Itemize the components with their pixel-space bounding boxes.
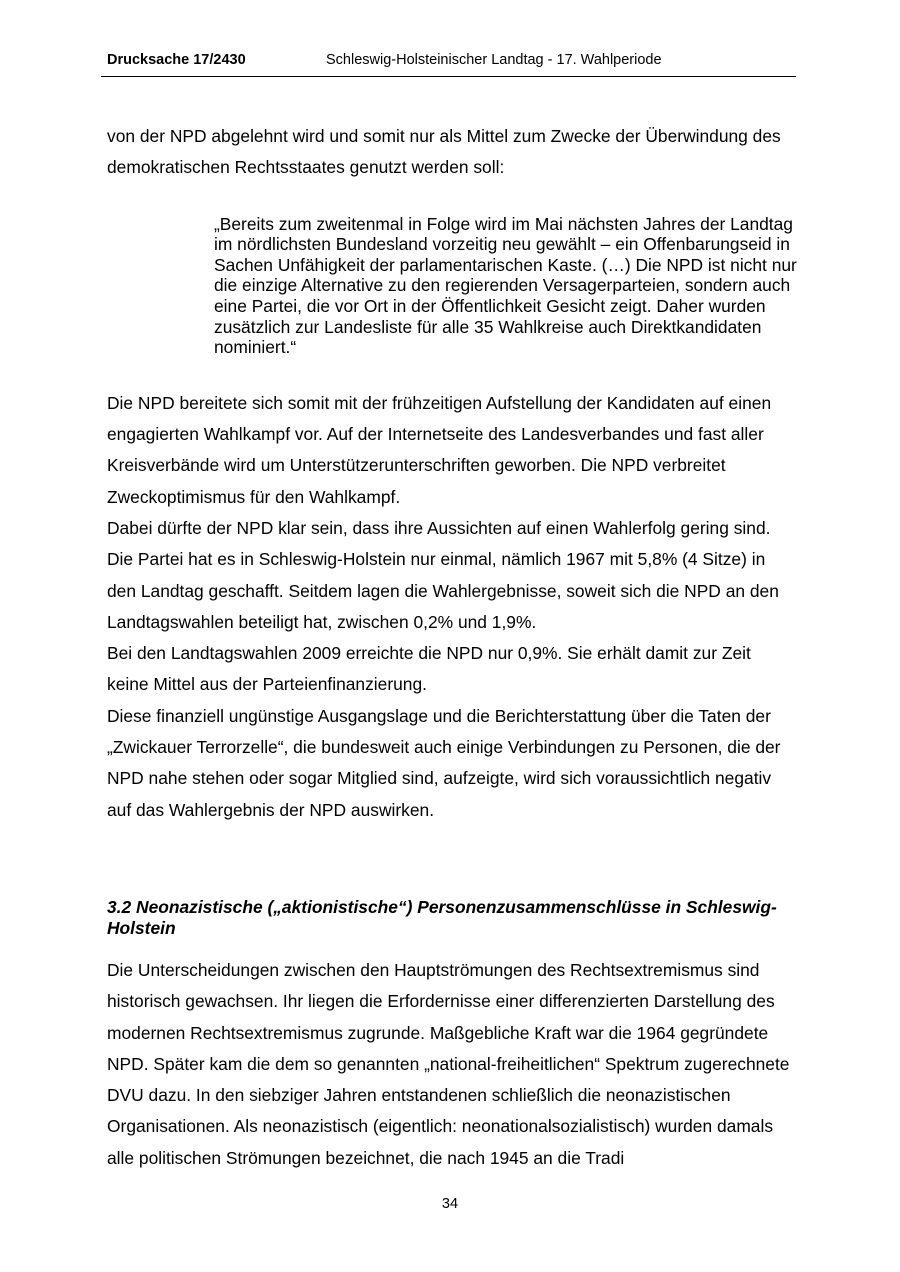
parliament-title: Schleswig-Holsteinischer Landtag - 17. Wahlperiode (326, 52, 662, 68)
intro-paragraph: von der NPD abgelehnt wird und somit nur als Mittel zum Zwecke der Überwindung des demokratischen Rechtsstaates genutzt werden soll: (107, 126, 781, 178)
page-number: 34 (441, 1196, 459, 1212)
body-paragraph: Die NPD bereitete sich somit mit der frühzeitigen Aufstellung der Kandidaten auf einen engagierten Wahlkampf vor. Auf der Internetseite des Landesverbandes und fast aller Kreisverbände wird um Unterstützerunterschriften geworben. Die NPD verbreitet Zweckoptimismus für den Wahlkampf. (107, 392, 772, 507)
document-number: Drucksache 17/2430 (107, 52, 246, 68)
body-paragraph: Bei den Landtagswahlen 2009 erreichte die NPD nur 0,9%. Sie erhält damit zur Zeit keine Mittel aus der Parteienfinanzierung. (107, 643, 751, 695)
page-header (101, 52, 796, 77)
block-quote: „Bereits zum zweitenmal in Folge wird im Mai nächsten Jahres der Landtag im nördlichsten Bundesland vorzeitig neu gewählt – ein Offenbarungseid in Sachen Unfähigkeit der parlamentarischen Kaste. (…) Die NPD ist nicht nur die einzige Alternative zu den regierenden Versagerparteien, sondern auch eine Partei, die vor Ort in der Öffentlichkeit Gesicht zeigt. Daher wurden zusätzlich zur Landesliste für alle 35 Wahlkreise auch Direktkandidaten nominiert.“ (214, 213, 797, 358)
section-heading: 3.2 Neonazistische („aktionistische“) Personenzusammenschlüsse in Schleswig-Holstein (107, 896, 777, 938)
section-paragraph: Die Unterscheidungen zwischen den Hauptströmungen des Rechtsextremismus sind historisch gewachsen. Ihr liegen die Erfordernisse einer differenzierten Darstellung des modernen Rechtsextremismus zugrunde. Maßgebliche Kraft war die 1964 gegründete NPD. Später kam die dem so genannten „national-freiheitlichen“ Spektrum zugerechnete DVU dazu. In den siebziger Jahren entstandenen schließlich die neonazistischen Organisationen. Als neonazistisch (eigentlich: neonationalsozialistisch) wurden damals alle politischen Strömungen bezeichnet, die nach 1945 an die Tradi (107, 959, 790, 1168)
body-paragraph: Diese finanziell ungünstige Ausgangslage und die Berichterstattung über die Taten der „Zwickauer Terrorzelle“, die bundesweit auch einige Verbindungen zu Personen, die der NPD nahe stehen oder sogar Mitglied sind, aufzeigte, wird sich voraussichtlich negativ auf das Wahlergebnis der NPD auswirken. (107, 705, 781, 820)
page-content (107, 121, 797, 1174)
body-paragraph: Dabei dürfte der NPD klar sein, dass ihre Aussichten auf einen Wahlerfolg gering sind. Die Partei hat es in Schleswig-Holstein nur einmal, nämlich 1967 mit 5,8% (4 Sitze) in den Landtag geschafft. Seitdem lagen die Wahlergebnisse, soweit sich die NPD an den Landtagswahlen beteiligt hat, zwischen 0,2% und 1,9%. (107, 517, 779, 632)
